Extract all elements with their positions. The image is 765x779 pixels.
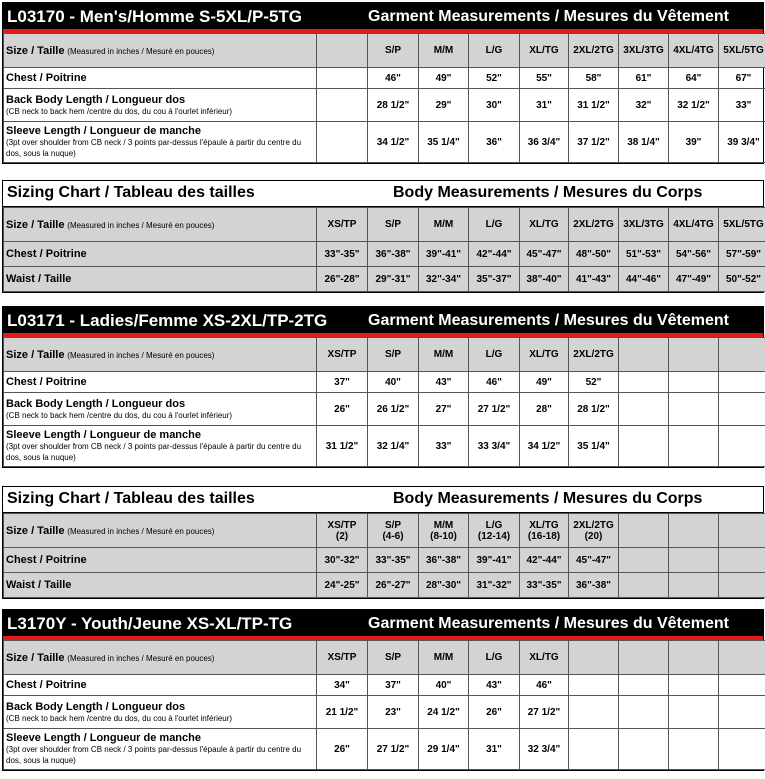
size-column-header: L/G (12-14) — [469, 514, 520, 548]
empty-cell — [619, 641, 669, 675]
row-label-note: (CB neck to back hem /centre du dos, du cou à l'ourlet inférieur) — [6, 713, 233, 723]
empty-cell — [669, 573, 719, 598]
row-label — [4, 573, 317, 598]
empty-cell — [619, 573, 669, 598]
row-label — [4, 548, 317, 573]
size-column-header: M/M (8-10) — [419, 514, 469, 548]
size-column-header: XL/TG — [520, 338, 569, 372]
empty-cell — [669, 729, 719, 770]
row-label — [4, 338, 317, 372]
row-label-text: Waist / Taille — [6, 579, 72, 591]
measurement-cell: 36"-38" — [569, 573, 619, 598]
size-header-row — [4, 208, 765, 242]
empty-cell — [669, 548, 719, 573]
measurement-cell: 26 1/2" — [368, 393, 419, 426]
measurement-cell: 23" — [368, 696, 419, 729]
size-table — [3, 337, 765, 467]
measurement-cell: 33"-35" — [317, 242, 368, 267]
measurement-cell: 58" — [569, 68, 619, 89]
row-label — [4, 696, 317, 729]
section-header — [3, 610, 763, 640]
measurement-cell: 32 1/2" — [669, 89, 719, 122]
section-header — [3, 307, 763, 337]
row-label-text: Sleeve Length / Longueur de manche — [6, 429, 201, 441]
row-label — [4, 242, 317, 267]
section-header — [3, 181, 763, 207]
measurement-cell: 49" — [419, 68, 469, 89]
measurement-cell: 34 1/2" — [368, 122, 419, 163]
youth-garment-section — [2, 609, 764, 771]
row-label — [4, 675, 317, 696]
row-label-note: (Measured in inches / Mesuré en pouces) — [67, 350, 215, 360]
row-label — [4, 34, 317, 68]
row-label-text: Back Body Length / Longueur dos — [6, 397, 186, 410]
measurement-cell: 40" — [368, 372, 419, 393]
empty-cell — [619, 426, 669, 467]
section-subtitle: Garment Measurements / Mesures du Vêtement — [368, 312, 730, 329]
measurement-cell: 29"-31" — [368, 267, 419, 292]
size-header-row — [4, 514, 765, 548]
ladies-body-section — [2, 486, 764, 599]
empty-cell — [669, 372, 719, 393]
size-column-header: XL/TG — [520, 34, 569, 68]
section-subtitle: Garment Measurements / Mesures du Vêtement — [368, 8, 730, 25]
measurement-cell: 48"-50" — [569, 242, 619, 267]
table-row — [4, 89, 765, 122]
table-row — [4, 267, 765, 292]
measurement-cell: 35 1/4" — [419, 122, 469, 163]
measurement-cell: 34 1/2" — [520, 426, 569, 467]
table-row — [4, 426, 765, 467]
measurement-cell: 32 1/4" — [368, 426, 419, 467]
measurement-cell: 28 1/2" — [368, 89, 419, 122]
size-column-header: XS/TP (2) — [317, 514, 368, 548]
row-label-text: Size / Taille — [6, 218, 65, 231]
measurement-cell: 46" — [368, 68, 419, 89]
measurement-cell: 36 3/4" — [520, 122, 569, 163]
measurement-cell: 24"-25" — [317, 573, 368, 598]
row-label-text: Chest / Poitrine — [6, 554, 87, 566]
measurement-cell: 45"-47" — [569, 548, 619, 573]
section-header — [3, 487, 763, 513]
row-label-note: (Measured in inches / Mesuré en pouces) — [67, 526, 215, 536]
measurement-cell: 52" — [569, 372, 619, 393]
size-column-header: M/M — [419, 641, 469, 675]
empty-cell — [569, 641, 619, 675]
empty-cell — [669, 675, 719, 696]
measurement-cell: 35 1/4" — [569, 426, 619, 467]
table-row — [4, 393, 765, 426]
measurement-cell: 27 1/2" — [368, 729, 419, 770]
section-title: L3170Y - Youth/Jeune XS-XL/TP-TG — [7, 614, 293, 633]
mens-body-section — [2, 180, 764, 293]
table-row — [4, 573, 765, 598]
size-column-header: XS/TP — [317, 641, 368, 675]
table-row — [4, 68, 765, 89]
empty-cell — [719, 696, 765, 729]
table-row — [4, 242, 765, 267]
size-column-header: XL/TG (16-18) — [520, 514, 569, 548]
row-label-text: Chest / Poitrine — [6, 72, 87, 84]
measurement-cell: 32" — [619, 89, 669, 122]
size-table — [3, 33, 765, 163]
empty-cell — [669, 338, 719, 372]
size-column-header: 4XL/4TG — [669, 208, 719, 242]
table-row — [4, 372, 765, 393]
row-label-text: Size / Taille — [6, 44, 65, 57]
table-row — [4, 122, 765, 163]
empty-cell — [719, 426, 765, 467]
empty-cell — [669, 641, 719, 675]
row-label-note: (Measured in inches / Mesuré en pouces) — [67, 653, 215, 663]
measurement-cell: 26" — [469, 696, 520, 729]
measurement-cell: 32 3/4" — [520, 729, 569, 770]
table-row — [4, 696, 765, 729]
row-label — [4, 426, 317, 467]
measurement-cell: 45"-47" — [520, 242, 569, 267]
empty-cell — [619, 548, 669, 573]
empty-cell — [569, 696, 619, 729]
section-header — [3, 3, 763, 33]
empty-cell — [619, 696, 669, 729]
measurement-cell: 21 1/2" — [317, 696, 368, 729]
table-row — [4, 729, 765, 770]
row-label-note: (CB neck to back hem /centre du dos, du cou à l'ourlet inférieur) — [6, 410, 233, 420]
measurement-cell: 26"-27" — [368, 573, 419, 598]
size-column-header: S/P — [368, 338, 419, 372]
empty-cell — [317, 122, 368, 163]
measurement-cell: 26" — [317, 729, 368, 770]
empty-cell — [669, 696, 719, 729]
row-label-text: Chest / Poitrine — [6, 248, 87, 260]
empty-cell — [619, 372, 669, 393]
row-label — [4, 372, 317, 393]
empty-cell — [619, 393, 669, 426]
size-table — [3, 513, 765, 598]
row-label-text: Chest / Poitrine — [6, 376, 87, 388]
measurement-cell: 39"-41" — [469, 548, 520, 573]
size-column-header: XS/TP — [317, 338, 368, 372]
measurement-cell: 26"-28" — [317, 267, 368, 292]
size-header-row — [4, 338, 765, 372]
measurement-cell: 33 3/4" — [469, 426, 520, 467]
measurement-cell: 51"-53" — [619, 242, 669, 267]
measurement-cell: 33"-35" — [368, 548, 419, 573]
row-label — [4, 393, 317, 426]
empty-cell — [619, 514, 669, 548]
measurement-cell: 28 1/2" — [569, 393, 619, 426]
empty-cell — [619, 675, 669, 696]
measurement-cell: 28" — [520, 393, 569, 426]
empty-cell — [669, 393, 719, 426]
measurement-cell: 39 3/4" — [719, 122, 765, 163]
size-table — [3, 207, 765, 292]
row-label — [4, 68, 317, 89]
mens-garment-section — [2, 2, 764, 164]
section-title: L03171 - Ladies/Femme XS-2XL/TP-2TG — [7, 311, 328, 330]
empty-cell — [669, 514, 719, 548]
size-column-header: L/G — [469, 34, 520, 68]
measurement-cell: 31" — [520, 89, 569, 122]
empty-cell — [569, 675, 619, 696]
row-label-text: Size / Taille — [6, 524, 65, 537]
row-label-text: Back Body Length / Longueur dos — [6, 700, 186, 713]
row-label-text: Back Body Length / Longueur dos — [6, 93, 186, 106]
size-column-header: S/P — [368, 208, 419, 242]
row-label — [4, 514, 317, 548]
measurement-cell: 33" — [719, 89, 765, 122]
measurement-cell: 44"-46" — [619, 267, 669, 292]
empty-cell — [619, 338, 669, 372]
size-column-header: XS/TP — [317, 208, 368, 242]
measurement-cell: 50"-52" — [719, 267, 765, 292]
row-label-text: Sleeve Length / Longueur de manche — [6, 125, 201, 137]
row-label-note: (3pt over shoulder from CB neck / 3 points par-dessus l'épaule à partir du centre du dos, sous la nuque) — [6, 745, 302, 765]
measurement-cell: 40" — [419, 675, 469, 696]
row-label — [4, 122, 317, 163]
table-row — [4, 675, 765, 696]
size-column-header: 5XL/5TG — [719, 208, 765, 242]
section-title: Sizing Chart / Tableau des tailles — [7, 184, 255, 201]
measurement-cell: 28"-30" — [419, 573, 469, 598]
measurement-cell: 61" — [619, 68, 669, 89]
row-label-note: (Measured in inches / Mesuré en pouces) — [67, 46, 215, 56]
empty-cell — [569, 729, 619, 770]
size-column-header: M/M — [419, 338, 469, 372]
measurement-cell: 33" — [419, 426, 469, 467]
measurement-cell: 35"-37" — [469, 267, 520, 292]
size-column-header: 2XL/2TG — [569, 338, 619, 372]
size-column-header: L/G — [469, 641, 520, 675]
empty-cell — [719, 641, 765, 675]
measurement-cell: 37" — [317, 372, 368, 393]
size-column-header: 3XL/3TG — [619, 208, 669, 242]
empty-cell — [719, 514, 765, 548]
size-column-header: 5XL/5TG — [719, 34, 765, 68]
measurement-cell: 37" — [368, 675, 419, 696]
measurement-cell: 43" — [419, 372, 469, 393]
size-header-row — [4, 641, 765, 675]
measurement-cell: 31 1/2" — [569, 89, 619, 122]
empty-cell — [719, 393, 765, 426]
measurement-cell: 39"-41" — [419, 242, 469, 267]
row-label-note: (Measured in inches / Mesuré en pouces) — [67, 220, 215, 230]
table-row — [4, 548, 765, 573]
row-label — [4, 208, 317, 242]
row-label — [4, 89, 317, 122]
row-label — [4, 267, 317, 292]
measurement-cell: 30"-32" — [317, 548, 368, 573]
size-column-header: 3XL/3TG — [619, 34, 669, 68]
section-subtitle: Body Measurements / Mesures du Corps — [393, 490, 703, 507]
measurement-cell: 36"-38" — [368, 242, 419, 267]
measurement-cell: 24 1/2" — [419, 696, 469, 729]
measurement-cell: 29" — [419, 89, 469, 122]
measurement-cell: 27 1/2" — [520, 696, 569, 729]
measurement-cell: 31" — [469, 729, 520, 770]
measurement-cell: 57"-59" — [719, 242, 765, 267]
size-column-header: S/P (4-6) — [368, 514, 419, 548]
measurement-cell: 42"-44" — [520, 548, 569, 573]
measurement-cell: 29 1/4" — [419, 729, 469, 770]
size-column-header: 2XL/2TG (20) — [569, 514, 619, 548]
size-column-header: L/G — [469, 208, 520, 242]
row-label-note: (3pt over shoulder from CB neck / 3 points par-dessus l'épaule à partir du centre du dos, sous la nuque) — [6, 138, 302, 158]
row-label — [4, 641, 317, 675]
measurement-cell: 36"-38" — [419, 548, 469, 573]
measurement-cell: 31"-32" — [469, 573, 520, 598]
measurement-cell: 64" — [669, 68, 719, 89]
empty-cell — [719, 729, 765, 770]
size-table — [3, 640, 765, 770]
measurement-cell: 46" — [469, 372, 520, 393]
size-header-row — [4, 34, 765, 68]
empty-cell — [719, 573, 765, 598]
size-column-header: L/G — [469, 338, 520, 372]
measurement-cell: 52" — [469, 68, 520, 89]
section-subtitle: Garment Measurements / Mesures du Vêtement — [368, 615, 730, 632]
row-label-text: Chest / Poitrine — [6, 679, 87, 691]
size-column-header: S/P — [368, 34, 419, 68]
size-column-header: 4XL/4TG — [669, 34, 719, 68]
measurement-cell: 27 1/2" — [469, 393, 520, 426]
empty-cell — [669, 426, 719, 467]
measurement-cell: 54"-56" — [669, 242, 719, 267]
measurement-cell: 34" — [317, 675, 368, 696]
measurement-cell: 41"-43" — [569, 267, 619, 292]
row-label-text: Sleeve Length / Longueur de manche — [6, 732, 201, 744]
measurement-cell: 47"-49" — [669, 267, 719, 292]
row-label — [4, 729, 317, 770]
measurement-cell: 49" — [520, 372, 569, 393]
section-title: L03170 - Men's/Homme S-5XL/P-5TG — [7, 7, 303, 26]
measurement-cell: 36" — [469, 122, 520, 163]
measurement-cell: 32"-34" — [419, 267, 469, 292]
measurement-cell: 55" — [520, 68, 569, 89]
measurement-cell: 30" — [469, 89, 520, 122]
empty-cell — [317, 68, 368, 89]
size-column-header: XL/TG — [520, 641, 569, 675]
size-column-header: S/P — [368, 641, 419, 675]
empty-cell — [719, 675, 765, 696]
ladies-garment-section — [2, 306, 764, 468]
empty-cell — [317, 89, 368, 122]
row-label-note: (CB neck to back hem /centre du dos, du cou à l'ourlet inférieur) — [6, 106, 233, 116]
measurement-cell: 27" — [419, 393, 469, 426]
row-label-text: Size / Taille — [6, 348, 65, 361]
empty-cell — [619, 729, 669, 770]
measurement-cell: 46" — [520, 675, 569, 696]
section-title: Sizing Chart / Tableau des tailles — [7, 490, 255, 507]
measurement-cell: 39" — [669, 122, 719, 163]
measurement-cell: 33"-35" — [520, 573, 569, 598]
empty-cell — [719, 548, 765, 573]
size-column-header: 2XL/2TG — [569, 208, 619, 242]
measurement-cell: 31 1/2" — [317, 426, 368, 467]
empty-cell — [317, 34, 368, 68]
measurement-cell: 67" — [719, 68, 765, 89]
size-column-header: 2XL/2TG — [569, 34, 619, 68]
size-column-header: M/M — [419, 208, 469, 242]
measurement-cell: 38 1/4" — [619, 122, 669, 163]
section-subtitle: Body Measurements / Mesures du Corps — [393, 184, 703, 201]
measurement-cell: 43" — [469, 675, 520, 696]
size-column-header: XL/TG — [520, 208, 569, 242]
measurement-cell: 26" — [317, 393, 368, 426]
empty-cell — [719, 338, 765, 372]
row-label-text: Waist / Taille — [6, 273, 72, 285]
row-label-text: Size / Taille — [6, 651, 65, 664]
empty-cell — [719, 372, 765, 393]
measurement-cell: 37 1/2" — [569, 122, 619, 163]
row-label-note: (3pt over shoulder from CB neck / 3 points par-dessus l'épaule à partir du centre du dos, sous la nuque) — [6, 442, 302, 462]
size-column-header: M/M — [419, 34, 469, 68]
measurement-cell: 42"-44" — [469, 242, 520, 267]
measurement-cell: 38"-40" — [520, 267, 569, 292]
